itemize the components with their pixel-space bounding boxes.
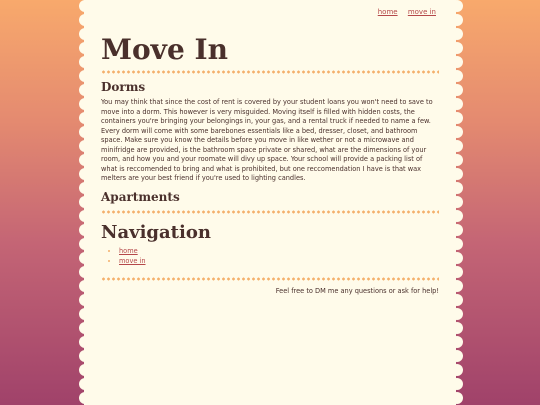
dorms-paragraph: You may think that since the cost of rent is covered by your student loans you won't need to save to move into a dorm. This however is very misguided. Moving itself is filled with hidden costs, the containers you're bringing your belongings in, your gas, and a rental truck if needed to name a few. Every dorm will come with some barebones essentials like a bed, dresser, closet, and bathroom space. Make sure you know the details before you move in like wether or not a microwave and minifridge are provided, is the bathroom space private or shared, what are the dimensions of your room, and how you and your roomate will divy up space. Your school will provide a packing list of what is reccomended to bring and what is prohibited, but one reccomendation I have is that wax melters are your best friend if you're used to lighting candles.: [101, 98, 433, 182]
nav-home-link[interactable]: home: [119, 246, 138, 255]
footer-text: Feel free to DM me any questions or ask for help!: [275, 286, 439, 295]
scallop-bump: [79, 154, 91, 166]
navigation-list-item: [119, 246, 439, 257]
scallop-bump: [79, 238, 91, 250]
scallop-bump: [451, 210, 463, 222]
navigation-list-item: [119, 256, 439, 267]
scallop-bump: [451, 28, 463, 40]
navigation-heading: Navigation: [101, 221, 211, 243]
scallop-bump: [79, 210, 91, 222]
scallop-bump: [451, 252, 463, 264]
dorms-heading: Dorms: [101, 80, 146, 94]
scallop-bump: [79, 28, 91, 40]
scallop-bump: [79, 224, 91, 236]
scallop-bump: [451, 112, 463, 124]
topnav-move-in-link[interactable]: move in: [407, 8, 436, 16]
dotted-divider: [101, 210, 439, 214]
scallop-bump: [451, 322, 463, 334]
scallop-bump: [451, 56, 463, 68]
scallop-bump: [451, 70, 463, 82]
scallop-bump: [451, 350, 463, 362]
scallop-bump: [451, 0, 463, 12]
scallop-bump: [79, 98, 91, 110]
scallop-bump: [451, 224, 463, 236]
scallop-bump: [79, 56, 91, 68]
scallop-bump: [451, 266, 463, 278]
scallop-bump: [79, 140, 91, 152]
dotted-divider: [101, 277, 439, 281]
scallop-bump: [451, 168, 463, 180]
scallop-bump: [451, 238, 463, 250]
scallop-bump: [79, 42, 91, 54]
left-scallop-edge: [79, 0, 89, 405]
scallop-bump: [79, 84, 91, 96]
scallop-bump: [79, 280, 91, 292]
scallop-bump: [79, 182, 91, 194]
scallop-bump: [79, 168, 91, 180]
scallop-bump: [79, 0, 91, 12]
scallop-bump: [451, 378, 463, 390]
scallop-bump: [451, 308, 463, 320]
scallop-bump: [451, 14, 463, 26]
nav-move-in-link[interactable]: move in: [119, 257, 146, 265]
scallop-bump: [79, 308, 91, 320]
scallop-bump: [79, 322, 91, 334]
scallop-bump: [451, 84, 463, 96]
scallop-bump: [79, 350, 91, 362]
scallop-bump: [79, 294, 91, 306]
right-scallop-edge: [451, 0, 461, 405]
scallop-bump: [79, 14, 91, 26]
scallop-bump: [451, 392, 463, 404]
scallop-bump: [451, 280, 463, 292]
scallop-bump: [79, 378, 91, 390]
scallop-bump: [79, 196, 91, 208]
scallop-bump: [79, 336, 91, 348]
main-content: [101, 30, 439, 295]
apartments-heading: Apartments: [101, 189, 180, 204]
scallop-bump: [79, 126, 91, 138]
scallop-bump: [79, 252, 91, 264]
page-title: Move In: [101, 33, 228, 66]
page-panel: [84, 0, 456, 405]
scallop-bump: [451, 42, 463, 54]
navigation-list: [101, 246, 439, 267]
scallop-bump: [79, 392, 91, 404]
scallop-bump: [451, 126, 463, 138]
scallop-bump: [451, 294, 463, 306]
top-navigation: [370, 8, 436, 16]
scallop-bump: [451, 182, 463, 194]
scallop-bump: [451, 336, 463, 348]
scallop-bump: [451, 364, 463, 376]
scallop-bump: [79, 112, 91, 124]
topnav-home-link[interactable]: home: [377, 8, 398, 16]
scallop-bump: [451, 140, 463, 152]
scallop-bump: [451, 196, 463, 208]
scallop-bump: [451, 154, 463, 166]
scallop-bump: [79, 70, 91, 82]
dotted-divider: [101, 70, 439, 74]
scallop-bump: [79, 364, 91, 376]
scallop-bump: [451, 98, 463, 110]
scallop-bump: [79, 266, 91, 278]
